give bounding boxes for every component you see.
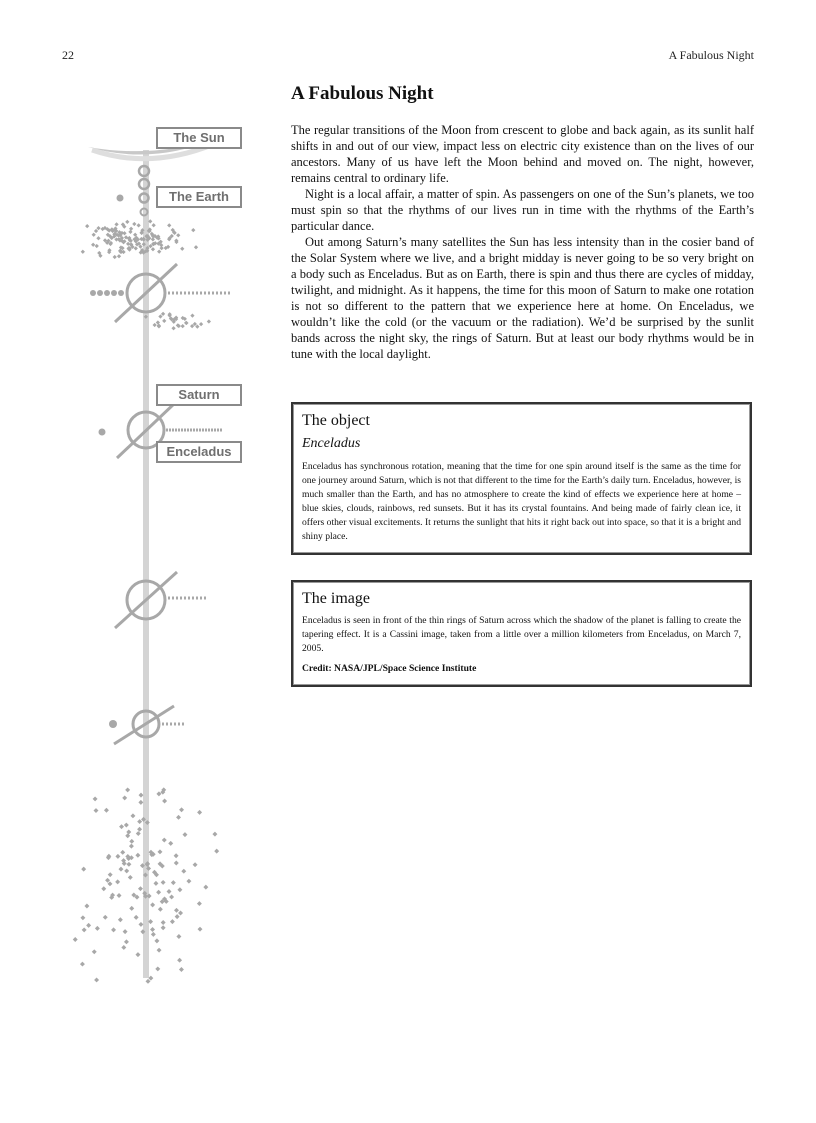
scatter-dot [137,223,141,227]
scatter-dot [108,872,113,877]
scatter-dot [138,922,143,927]
scatter-dot [91,243,95,247]
scatter-dot [138,886,143,891]
scatter-dot [186,879,191,884]
scatter-dot [103,915,108,920]
scatter-dot [134,915,139,920]
article-body [291,122,754,362]
scatter-dot [129,906,134,911]
label-the-sun: The Sun [156,127,242,149]
scatter-dot [179,967,184,972]
scatter-dot [94,229,98,233]
scatter-dot [153,323,157,327]
page-title: A Fabulous Night [291,83,434,104]
scatter-dot [117,893,122,898]
scatter-dot [129,227,133,231]
scatter-dot [162,319,166,323]
scatter-dot [121,945,126,950]
object-box-heading: The object [302,412,370,429]
scatter-dot [191,228,195,232]
scatter-dot [119,824,124,829]
scatter-dot [197,901,202,906]
planet-1-scatter [144,312,211,331]
scatter-dot [120,850,125,855]
scatter-dot [81,867,86,872]
scatter-dot [169,894,174,899]
scatter-dot [148,976,153,981]
scatter-dot [174,861,179,866]
scatter-dot [138,800,143,805]
scatter-dot [195,324,199,328]
scatter-dot [178,910,183,915]
scatter-dot [85,224,89,228]
scatter-dot [177,958,182,963]
scatter-dot [152,223,156,227]
scatter-dot [80,962,85,967]
scatter-dot [162,799,167,804]
scatter-dot [124,868,129,873]
scatter-dot [136,831,141,836]
scatter-dot [170,919,175,924]
scatter-dot [183,832,188,837]
scatter-dot [176,934,181,939]
scatter-dot [174,853,179,858]
scatter-dot [123,929,128,934]
scatter-dot [156,890,161,895]
scatter-dot [176,815,181,820]
scatter-dot [130,813,135,818]
object-box-subtitle: Enceladus [302,436,361,451]
scatter-dot [129,839,134,844]
scatter-dot [171,880,176,885]
scatter-dot [162,838,167,843]
scatter-dot [114,222,118,226]
scatter-dot [94,808,99,813]
scatter-dot [95,926,100,931]
image-box-text: Enceladus is seen in front of the thin rings of Saturn across which the shadow of the planet is falling to create the tapering effect. It is a Cassini image, taken from a little over a million kilometers from Enceladus, on March 7, 2005. [302,615,741,655]
scatter-dot [124,939,129,944]
planet-4-moon [109,720,117,728]
scatter-dot [176,233,180,237]
scatter-dot [113,255,117,259]
scatter-dot [146,979,151,984]
paragraph-2: Night is a local affair, a matter of spin. As passengers on one of the Sun’s planets, we too must spin so that the rhythms of our lives run in time with the rhythms of the Earth’s particular dance. [291,187,754,233]
scatter-dot [212,832,217,837]
scatter-dot [154,938,159,943]
object-box-text: Enceladus has synchronous rotation, meaning that the time for one spin around itself is the same as the time for one journey around Saturn, which is not that different to the time for the Earth’s daily turn. Enceladus, however, is much smaller than the Earth, and has no atmosphere to create the kind of effects we experience here at home – blue skies, clouds, rainbows, red sunsets. But it has its crystal fountains. And being made of fairly clean ice, it offers other visual excitements. It returns the sunlight that hits it right back out into space, so that it is a bright and shiny place. [302,461,741,543]
planet-1-moons [90,290,124,296]
scatter-dot [115,879,120,884]
scatter-dot [125,833,130,838]
scatter-dot [179,807,184,812]
scatter-dot [117,254,121,258]
scatter-dot [157,324,161,328]
label-the-earth: The Earth [156,186,242,208]
scatter-dot [171,326,175,330]
label-enceladus: Enceladus [156,441,242,463]
scatter-dot [92,233,96,237]
scatter-dot [92,949,97,954]
running-header: A Fabulous Night [668,48,754,62]
scatter-dot [150,927,155,932]
scatter-dot [101,886,106,891]
scatter-dot [86,923,91,928]
scatter-dot [81,250,85,254]
scatter-dot [190,314,194,318]
scatter-dot [161,925,166,930]
scatter-dot [104,808,109,813]
scatter-dot [139,793,144,798]
page-number: 22 [62,48,74,62]
scatter-dot [198,927,203,932]
scatter-dot [84,904,89,909]
image-credit: Credit: NASA/JPL/Space Science Institute [302,663,477,675]
scatter-dot [151,247,155,251]
earth-scatter [81,219,198,259]
scatter-dot [96,236,100,240]
scatter-dot [132,222,136,226]
scatter-dot [94,977,99,982]
scatter-dot [197,810,202,815]
scatter-dot [151,932,156,937]
saturn-moon [99,429,106,436]
paragraph-1: The regular transitions of the Moon from crescent to globe and back again, as its sunlit half shifts in and out of our view, impact less on electric city existence than on the lives of our ancestors. Many of us have left the Moon behind and moved on. The night, however, remains central to ordinary life. [291,123,754,185]
scatter-dot [203,885,208,890]
scatter-dot [168,841,173,846]
scatter-dot [126,862,131,867]
solar-system-diagram [0,0,290,1123]
earth-dot [117,195,124,202]
scatter-dot [157,948,162,953]
scatter-dot [156,320,160,324]
image-box [291,580,752,687]
scatter-dot [161,880,166,885]
scatter-dot [174,908,179,913]
scatter-dot [82,927,87,932]
scatter-dot [167,889,172,894]
scatter-dot [128,230,132,234]
scatter-dot [181,324,185,328]
scatter-dot [199,322,203,326]
scatter-dot [118,917,123,922]
scatter-dot [161,920,166,925]
scatter-dot [207,319,211,323]
scatter-dot [128,875,133,880]
scatter-dot [122,795,127,800]
scatter-dot [80,915,85,920]
scatter-dot [93,796,98,801]
scatter-dot [137,819,142,824]
scatter-dot [73,937,78,942]
scatter-dot [115,854,120,859]
scatter-dot [184,321,188,325]
scatter-dot [151,237,155,241]
scatter-dot [125,787,130,792]
scatter-dot [153,881,158,886]
scatter-dot [157,849,162,854]
scatter-dot [175,914,180,919]
scatter-dot [177,887,182,892]
scatter-dot [214,849,219,854]
scatter-dot [194,245,198,249]
scatter-dot [126,829,131,834]
scatter-dot [135,853,140,858]
scatter-dot [150,902,155,907]
scatter-dot [158,314,162,318]
scatter-dot [155,966,160,971]
scatter-dot [193,862,198,867]
diagram-graphic [0,0,290,1123]
scatter-dot [180,247,184,251]
scatter-dot [96,226,100,230]
scatter-dot [158,907,163,912]
scatter-dot [124,823,129,828]
scatter-dot [129,844,134,849]
scatter-dot [135,952,140,957]
object-box [291,402,752,555]
scatter-dot [160,246,164,250]
scatter-dot [118,867,123,872]
scatter-dot [157,249,161,253]
scatter-dot [181,869,186,874]
image-box-heading: The image [302,590,370,607]
scatter-dot [111,927,116,932]
scatter-dot [137,827,142,832]
scatter-dot [167,223,171,227]
paragraph-3: Out among Saturn’s many satellites the Sun has less intensity than in the cosier band of the Solar System where we live, and a bright midday is never going to be so very bright on a body such as Enceladus. But as on Earth, there is spin and thus there are cycles of midday, twilight, and midnight. As it happens, the time for this moon of Saturn to make one rotation is not so different to the pattern that we experience here at home. On Enceladus, we wouldn’t like the cold (or the vacuum or the radiation). We’d be surprised by the sunlit bands across the night sky, the rings of Saturn. But at least our body rhythms would be in tune with the local daylight. [291,235,754,361]
scatter-dot [95,244,99,248]
label-saturn: Saturn [156,384,242,406]
scatter-dot [161,312,165,316]
scatter-dot [125,220,129,224]
